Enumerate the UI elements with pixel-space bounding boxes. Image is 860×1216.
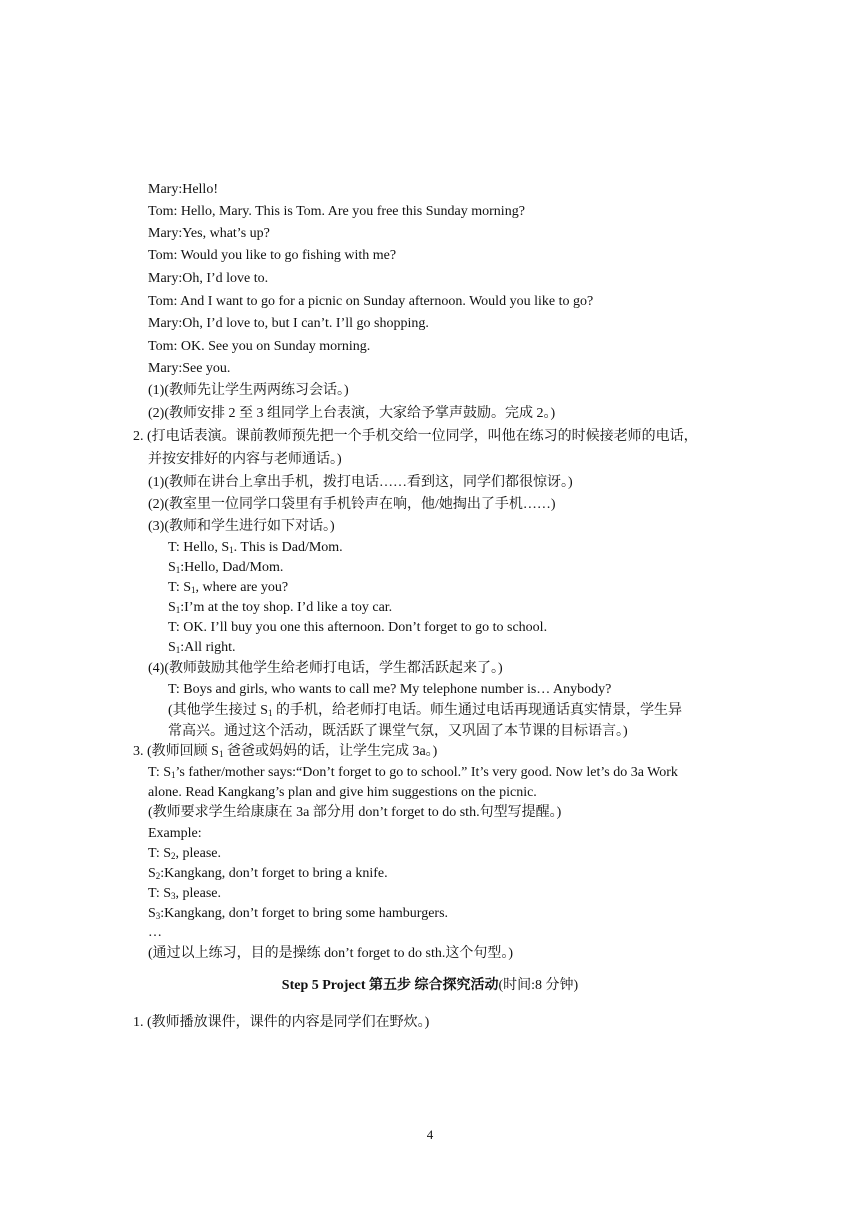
page-number: 4 bbox=[426, 1127, 434, 1142]
item-2-sub-4: (4)(教师鼓励其他学生给老师打电话，学生都活跃起来了。) bbox=[148, 661, 503, 676]
dialog-line: Mary:Yes, what’s up? bbox=[148, 226, 270, 241]
dialog-line: $S_3:Kangkang$, don’t forget to bring some hamburgers. bbox=[148, 906, 449, 921]
item-2-sub-3: (3)(教师和学生进行如下对话。) bbox=[148, 519, 335, 534]
teacher-note: 常高兴。通过这个活动，既活跃了课堂气氛，又巩固了本节课的目标语言。) bbox=[168, 724, 628, 739]
dialog-line: Mary:See you. bbox=[148, 361, 231, 376]
dialog-line: T: Boys and girls, who wants to call me? My telephone number is… Anybody? bbox=[168, 682, 612, 697]
dialog-line: Tom: OK. See you on Sunday morning. bbox=[148, 339, 371, 354]
item-3-text: alone. Read Kangkang’s plan and give him suggestions on the picnic. bbox=[148, 785, 537, 800]
teacher-note: (2)(教师安排 2 至 3 组同学上台表演，大家给予掌声鼓励。完成 2。) bbox=[148, 406, 556, 421]
ellipsis: … bbox=[148, 925, 162, 940]
item-3-title: 3. (教师回顾 $S_1$ 爸爸或妈妈的话，让学生完成 3a。) bbox=[133, 744, 438, 759]
dialog-line: Mary:Oh, I’d love to. bbox=[148, 271, 269, 286]
example-label: Example: bbox=[148, 826, 202, 841]
dialog-line: T: $S_2$, please. bbox=[148, 846, 222, 861]
teacher-note: (教师要求学生给康康在 3a 部分用 don’t forget to do sth.句型写提醒。) bbox=[148, 805, 562, 820]
dialog-line: T: $S_1$, where are you? bbox=[168, 580, 289, 595]
dialog-line: Tom: Hello, Mary. This is Tom. Are you free this Sunday morning? bbox=[148, 204, 525, 219]
dialog-line: Mary:Hello! bbox=[148, 182, 218, 197]
dialog-line: Mary:Oh, I’d love to, but I can’t. I’ll go shopping. bbox=[148, 316, 429, 331]
item-1-step5: 1. (教师播放课件，课件的内容是同学们在野炊。) bbox=[133, 1015, 430, 1030]
dialog-line: $S_1:All$ right. bbox=[168, 640, 236, 655]
dialog-line: Tom: And I want to go for a picnic on Sunday afternoon. Would you like to go? bbox=[148, 294, 594, 309]
item-2-title: 2. (打电话表演。课前教师预先把一个手机交给一位同学，叫他在练习的时候接老师的电话， bbox=[133, 429, 698, 444]
dialog-line: T: $S_3$, please. bbox=[148, 886, 222, 901]
teacher-note: (1)(教师先让学生两两练习会话。) bbox=[148, 383, 349, 398]
dialog-line: Tom: Would you like to go fishing with me? bbox=[148, 248, 397, 263]
dialog-line: T: Hello, $S_1$. This is Dad/Mom. bbox=[168, 540, 343, 555]
item-2-sub-2: (2)(教室里一位同学口袋里有手机铃声在响，他/她掏出了手机……) bbox=[148, 497, 556, 512]
dialog-line: $S_1:Hello$, Dad/Mom. bbox=[168, 560, 284, 575]
dialog-line: $S_1:I’m$ at the toy shop. I’d like a toy car. bbox=[168, 600, 393, 615]
dialog-line: T: OK. I’ll buy you one this afternoon. Don’t forget to go to school. bbox=[168, 620, 548, 635]
item-3-text: T: $S_1’s$ father/mother says:“Don’t forget to go to school.” It’s very good. Now let’s do 3a Work bbox=[148, 765, 678, 780]
item-2-sub-1: (1)(教师在讲台上拿出手机，拨打电话……看到这，同学们都很惊讶。) bbox=[148, 475, 573, 490]
teacher-note: (其他学生接过 $S_1$ 的手机，给老师打电话。师生通过电话再现通话真实情景，学生异 bbox=[168, 703, 682, 718]
item-2-title-cont: 并按安排好的内容与老师通话。) bbox=[148, 452, 342, 467]
step-5-heading: Step 5 Project 第五步 综合探究活动(时间:8 分钟) bbox=[281, 978, 579, 993]
teacher-note: (通过以上练习，目的是操练 don’t forget to do sth.这个句型。) bbox=[148, 946, 514, 961]
dialog-line: $S_2:Kangkang$, don’t forget to bring a knife. bbox=[148, 866, 388, 881]
